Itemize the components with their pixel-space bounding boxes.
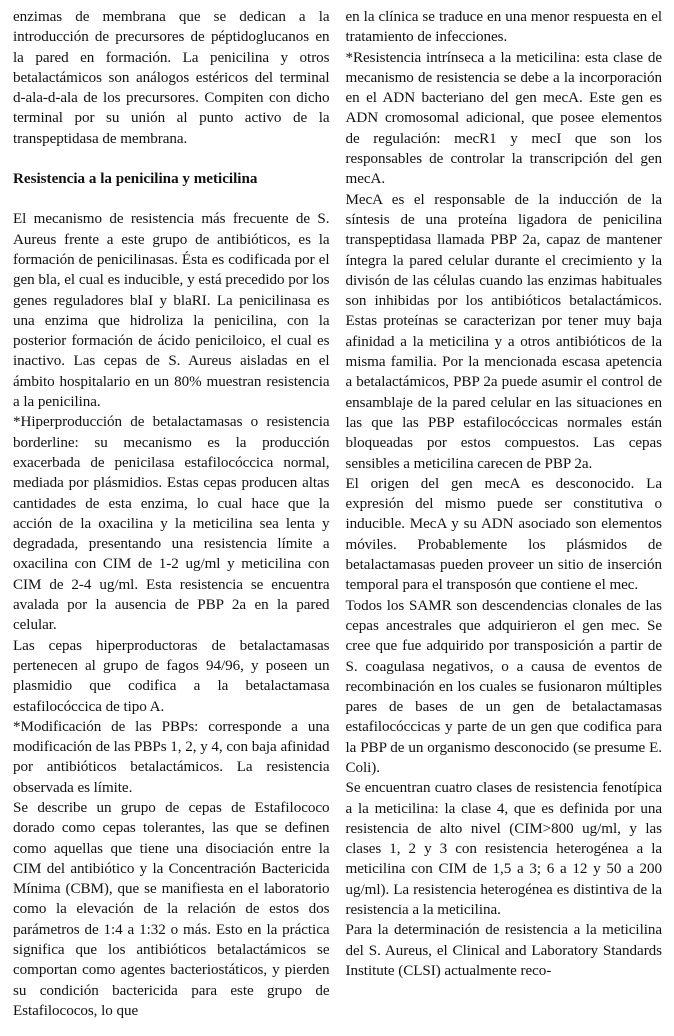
- paragraph: Las cepas hiperproductoras de betalactamasas pertenecen al grupo de fagos 94/96, y poseen un plasmidio que codifica a la betalactamasa estafilocóccica de tipo A.: [13, 637, 330, 715]
- spacer: [13, 189, 330, 209]
- paragraph: *Modificación de las PBPs: corresponde a una modificación de las PBPs 1, 2, y 4, con baja afinidad por antibióticos betalactámicos. La resistencia observada es límite.: [13, 718, 330, 796]
- paragraph: Se encuentran cuatro clases de resistencia fenotípica a la meticilina: la clase 4, que es definida por una resistencia de alto nivel (CIM>800 ug/ml, y las clases 1, 2 y 3 con resistencia heterogénea a la meticilina con CIM de 1,5 a 3; 6 a 12 y 50 a 200 ug/ml). La resistencia heterogénea es distintiva de la resistencia a la meticilina.: [345, 780, 662, 919]
- paragraph: en la clínica se traduce en una menor respuesta en el tratamiento de infecciones.: [345, 9, 662, 46]
- paragraph: MecA es el responsable de la inducción de la síntesis de una proteína ligadora de penicilina transpeptidasa llamada PBP 2a, capaz de mantener íntegra la pared celular durante el crecimiento y la divisón de las células cuando las enzimas habituales son inhibidas por los antibióticos betalactámicos. Estas proteínas se caracterizan por tener muy baja afinidad a la meticilina y a otros antibióticos de la misma familia. Por la mencionada escasa apetencia a betalactámicos, PBP 2a puede asumir el control de ensamblaje de la pared celular en las situaciones en las que las PBP estafilocóccicas normales están bloqueadas por estos compuestos. Las cepas sensibles a meticilina carecen de PBP 2a.: [345, 191, 662, 472]
- paragraph: El mecanismo de resistencia más frecuente de S. Aureus frente a este grupo de antibióticos, es la formación de penicilinasas. Ésta es codificada por el gen bla, el cual es inducible, y está precedido por los genes reguladores blaI y blaRI. La penicilinasa es una enzima que hidroliza la penicilina, con la posterior formación de ácido peniciloico, el cual es inactivo. Las cepas de S. Aureus aisladas en el ámbito hospitalario en un 80% muestran resistencia a la penicilina.: [13, 211, 330, 411]
- paragraph: *Hiperproducción de betalactamasas o resistencia borderline: su mecanismo es la producción exacerbada de penicilasa estafilocóccica normal, mediada por plásmidios. Estas cepas producen altas cantidades de esta enzima, lo cual hace que la acción de la oxacilina y la meticilina sea lenta y degradada, presentando una resistencia límite a oxacilina con CIM de 1-2 ug/ml y meticilina con CIM de 2-4 ug/ml. Esta resistencia se encuentra avalada por la ausencia de PBP 2a en la pared celular.: [13, 414, 330, 634]
- right-column: [346, 7, 663, 1036]
- spacer: [13, 149, 330, 169]
- paragraph: enzimas de membrana que se dedican a la introducción de precursores de péptidoglucanos en la pared en formación. La penicilina y otros betalactámicos son análogos estéricos del terminal d-ala-d-ala de los precursores. Compiten con dicho terminal por su unión al punto activo de la transpeptidasa de membrana.: [13, 9, 330, 147]
- section-heading: Resistencia a la penicilina y meticilina: [13, 171, 258, 188]
- paragraph: El origen del gen mecA es desconocido. La expresión del mismo puede ser constitutiva o inducible. MecA y su ADN asociado son elementos móviles. Probablemente los plásmidos de betalactamasas pueden proveer un sitio de inserción temporal para el transposón que contiene el mec.: [345, 475, 662, 594]
- paragraph: Para la determinación de resistencia a la meticilina del S. Aureus, el Clinical and Laboratory Standards Institute (CLSI) actualmente reco-: [345, 922, 662, 979]
- paragraph: Todos los SAMR son descendencias clonales de las cepas ancestrales que adquirieron el gen mec. Se cree que fue adquirido por transposición a partir de S. coagulasa negativos, o a causa de eventos de recombinación en los cuales se fusionaron múltiples pares de bases de un gen de betalactamasas estafilocóccicas y parte de un gen que codifica para la PBP de un organismo desconocido (se presume E. Coli).: [345, 597, 662, 776]
- paragraph: *Resistencia intrínseca a la meticilina: esta clase de mecanismo de resistencia se debe a la incorporación en el ADN bacteriano del gen mecA. Este gen es ADN cromosomal adicional, que posee elementos de regulación: mecR1 y mecI que son los responsables de controlar la transcripción del gen mecA.: [345, 49, 662, 188]
- paragraph: Se describe un grupo de cepas de Estafilococo dorado como cepas tolerantes, las que se definen como aquellas que tiene una disociación entre la CIM del antibiótico y la Concentración Bactericida Mínima (CBM), que se manifiesta en el laboratorio como la elevación de la relación de estos dos parámetros de 1:4 a 1:32 o más. Esto en la práctica significa que los antibióticos betalactámicos se comportan como agentes bacteriostáticos, y pierden su condición bactericida para este grupo de Estafilococos, lo que: [13, 799, 330, 1019]
- left-column: [13, 7, 330, 1036]
